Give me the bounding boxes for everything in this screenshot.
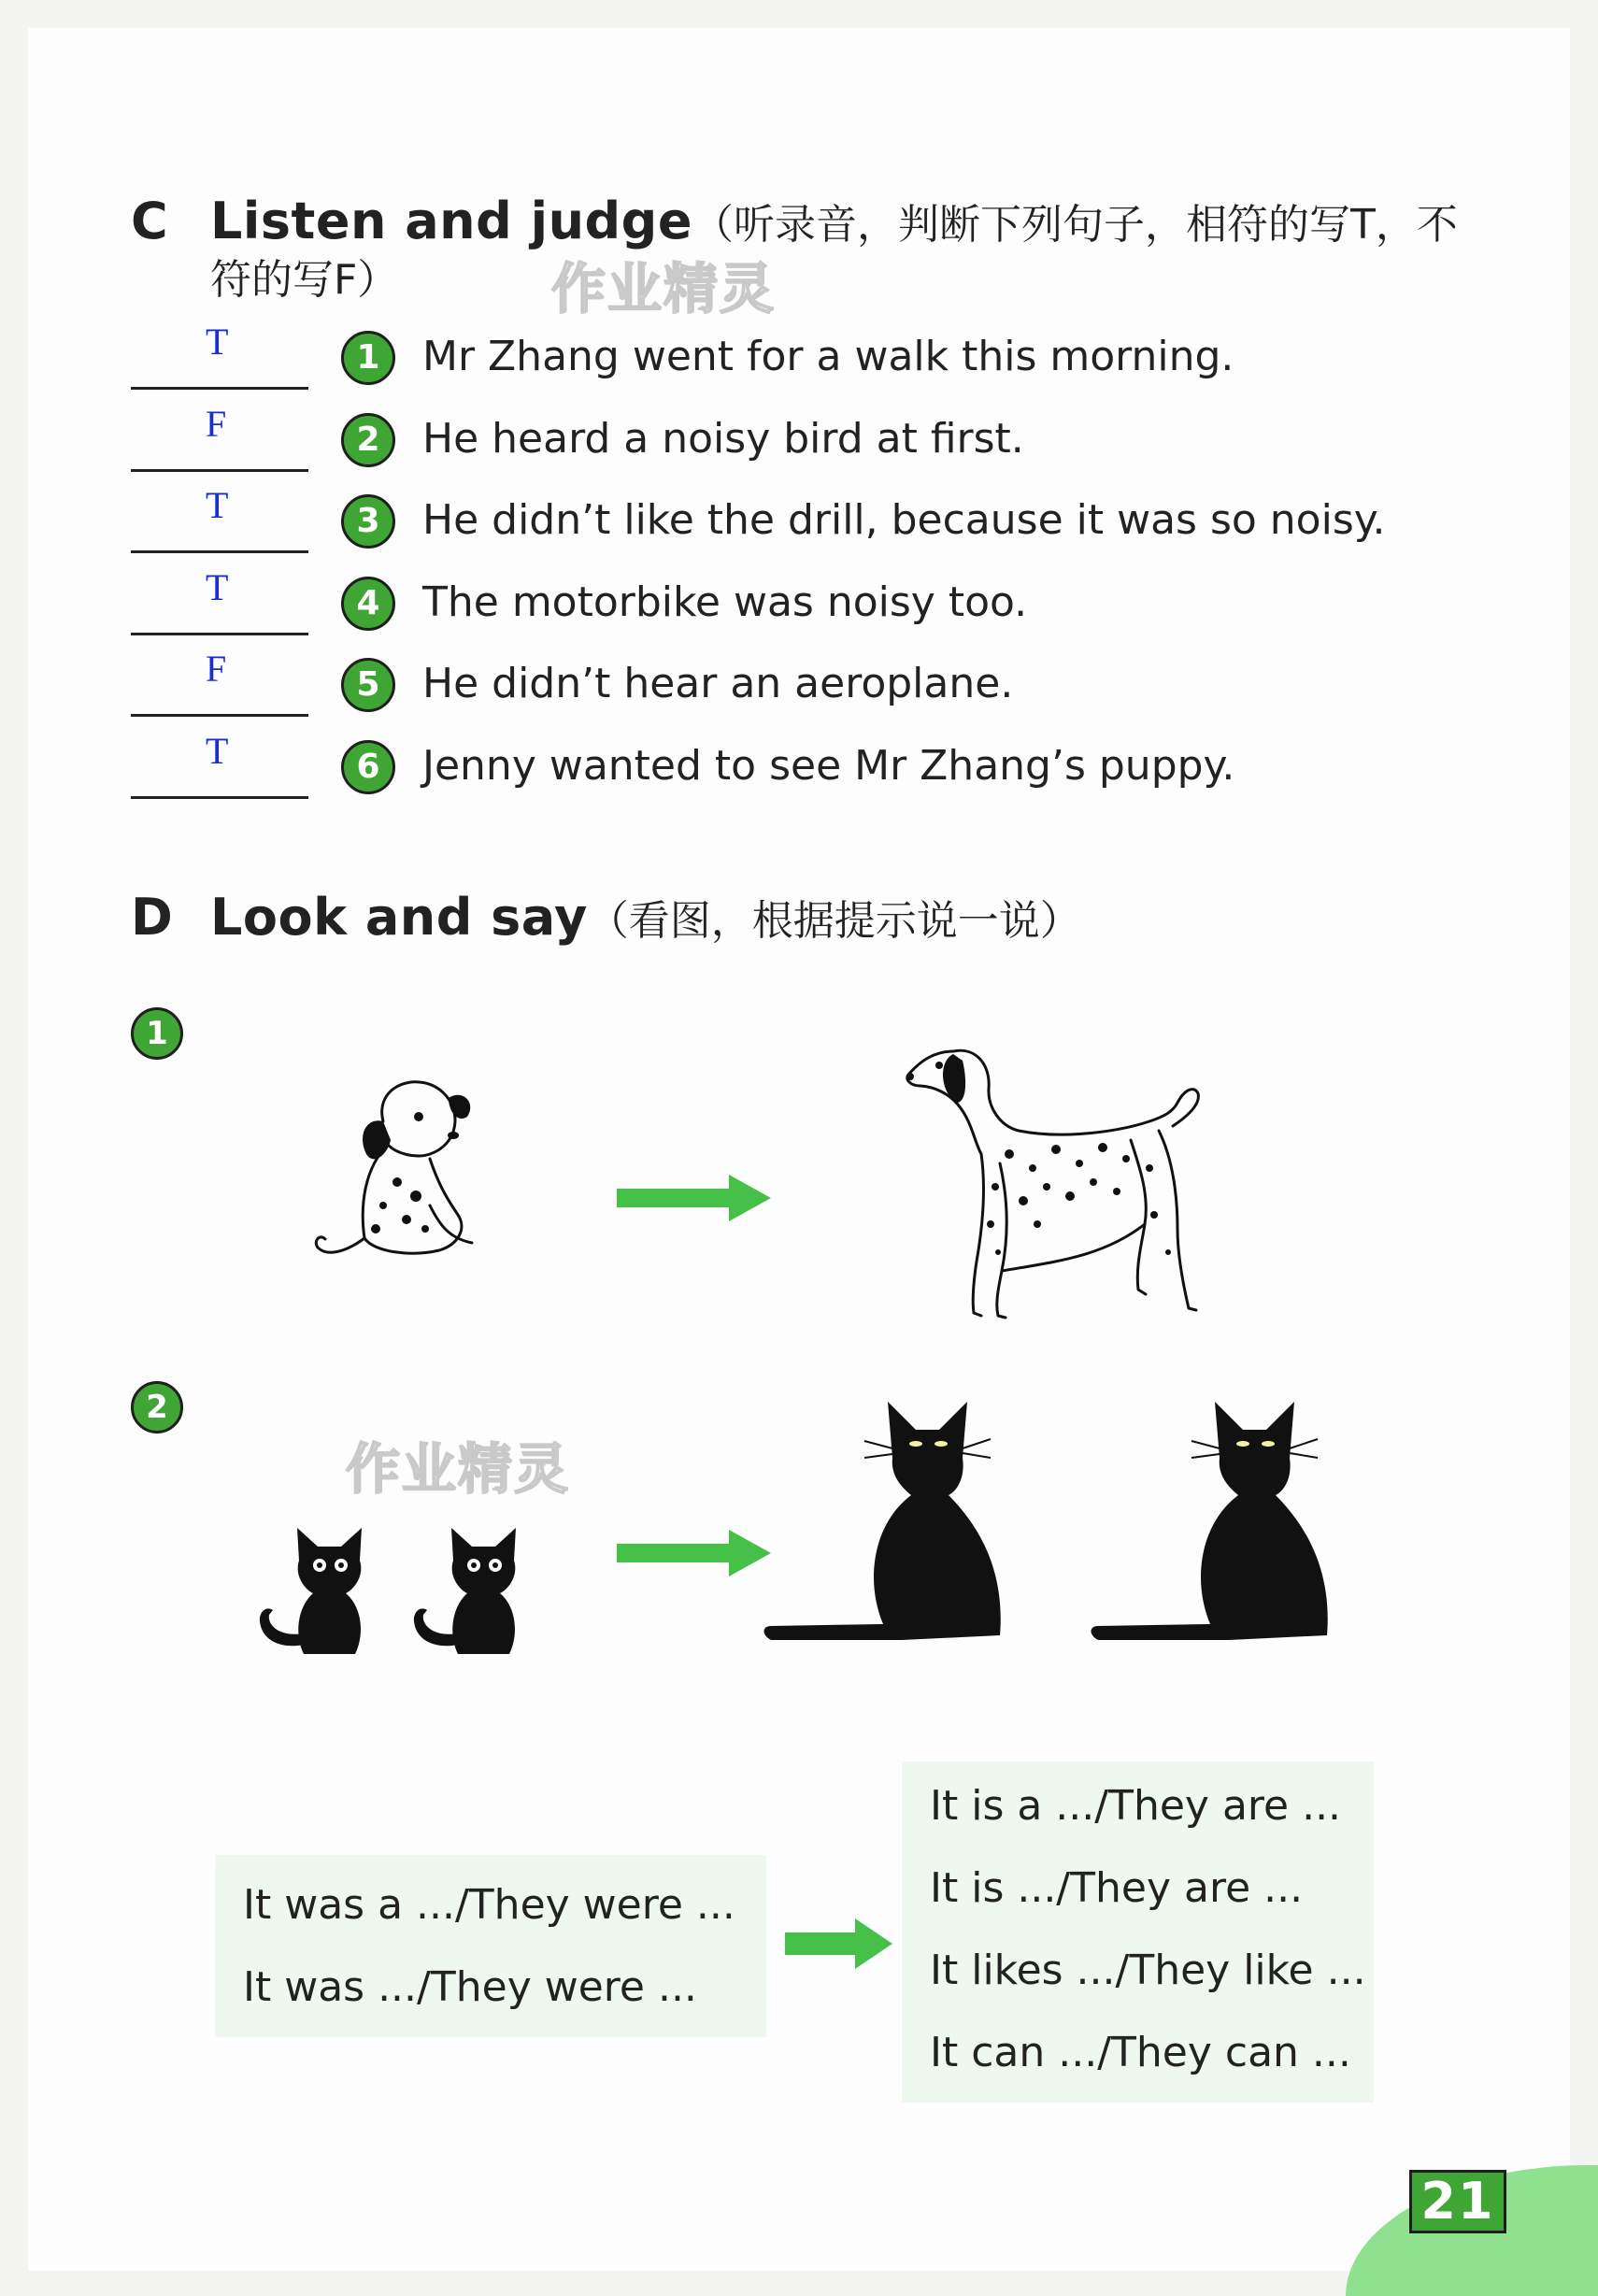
number-badge: 6: [341, 740, 395, 794]
answer-blank[interactable]: [131, 484, 308, 553]
answer-text: T: [206, 730, 229, 772]
section-c-title: [131, 192, 1458, 255]
watermark: 作业精灵: [346, 1437, 571, 1501]
hint-line: It was a .../They were ...: [243, 1881, 735, 1929]
section-c-instruction: （听录音，判断下列句子，相符的写T，不: [692, 201, 1458, 249]
section-c-letter: C: [131, 192, 168, 250]
cats-icon: [762, 1392, 1388, 1654]
judge-item: [131, 730, 1439, 804]
section-c-heading: Listen and judge: [210, 192, 692, 250]
section-d-title: [131, 888, 1081, 951]
judge-item: [131, 648, 1439, 721]
hint-line: It was .../They were ...: [243, 1963, 697, 2011]
number-badge: 4: [341, 577, 395, 631]
judge-item: [131, 321, 1439, 394]
page-number: 21: [1409, 2170, 1506, 2233]
number-badge: 3: [341, 494, 395, 549]
answer-blank[interactable]: [131, 566, 308, 635]
hint-line: It can .../They can ...: [930, 2029, 1351, 2076]
judge-item: [131, 484, 1439, 558]
answer-text: T: [206, 484, 229, 526]
kittens-icon: [252, 1523, 561, 1663]
present-hints-box: [902, 1761, 1374, 2103]
judge-item: [131, 566, 1439, 640]
judge-sentence: He didn’t like the drill, because it was so noisy.: [422, 496, 1386, 544]
watermark: 作业精灵: [551, 257, 777, 321]
answer-blank[interactable]: [131, 321, 308, 390]
hint-line: It is .../They are ...: [930, 1864, 1304, 1912]
number-badge: 1: [341, 331, 395, 385]
answer-text: T: [206, 566, 229, 608]
judge-sentence: He heard a noisy bird at first.: [422, 415, 1024, 463]
hint-line: It is a .../They are ...: [930, 1782, 1342, 1830]
hint-line: It likes .../They like ...: [930, 1947, 1366, 1994]
judge-item: [131, 403, 1439, 477]
answer-blank[interactable]: [131, 403, 308, 472]
section-d-heading: Look and say: [210, 888, 588, 947]
answer-text: F: [206, 648, 227, 690]
puppy-icon: [308, 1065, 495, 1271]
answer-text: T: [206, 321, 229, 363]
judge-sentence: He didn’t hear an aeroplane.: [422, 660, 1014, 707]
judge-sentence: The motorbike was noisy too.: [422, 578, 1028, 626]
arrow-icon: [617, 1170, 776, 1226]
picture-number-badge: 1: [131, 1007, 183, 1060]
section-c-instruction-cont: 符的写F）: [210, 256, 399, 304]
arrow-icon: [785, 1916, 897, 1972]
answer-blank[interactable]: [131, 730, 308, 799]
arrow-icon: [617, 1525, 776, 1581]
section-d-letter: D: [131, 888, 173, 947]
answer-blank[interactable]: [131, 648, 308, 717]
judge-sentence: Jenny wanted to see Mr Zhang’s puppy.: [422, 742, 1235, 790]
past-hints-box: [215, 1855, 766, 2037]
dog-icon: [897, 1037, 1215, 1327]
number-badge: 2: [341, 413, 395, 467]
number-badge: 5: [341, 658, 395, 712]
section-d-instruction: （看图，根据提示说一说）: [587, 897, 1081, 945]
judge-sentence: Mr Zhang went for a walk this morning.: [422, 333, 1234, 380]
picture-number-badge: 2: [131, 1381, 183, 1433]
answer-text: F: [206, 403, 227, 445]
